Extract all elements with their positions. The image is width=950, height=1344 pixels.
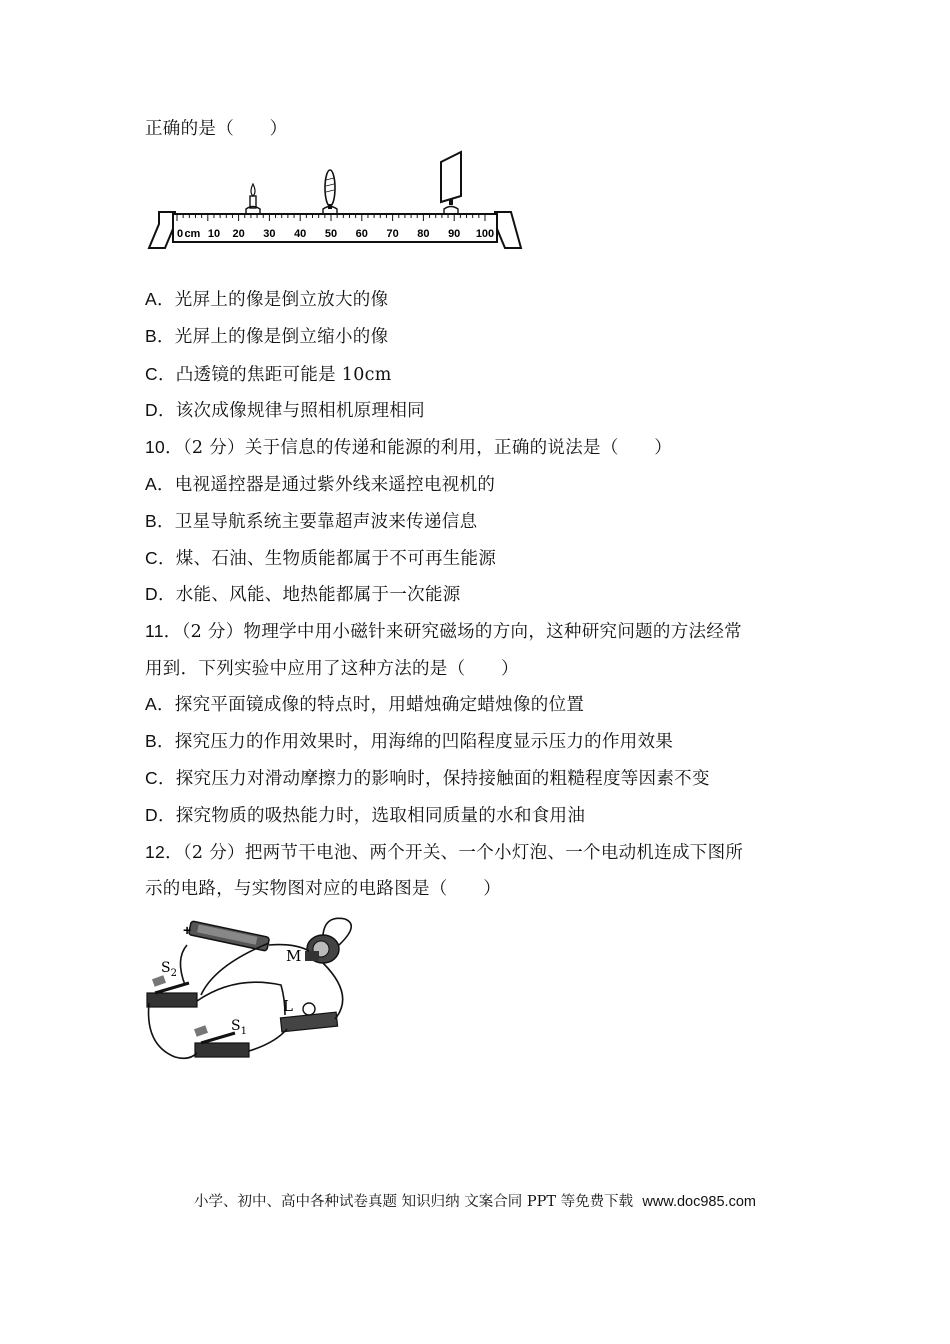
ruler-label: 90 [448, 228, 461, 240]
ruler-label: 40 [294, 228, 307, 240]
ruler-label: 0 [177, 228, 184, 240]
footer-url[interactable]: www.doc985.com [642, 1194, 756, 1210]
ruler-label: 20 [232, 228, 245, 240]
battery-holder [188, 921, 269, 951]
q11-option-a: A．探究平面镜成像的特点时，用蜡烛确定蜡烛像的位置 [145, 694, 585, 715]
q11-option-d: D．探究物质的吸热能力时，选取相同质量的水和食用油 [145, 805, 586, 826]
q9-option-d: D．该次成像规律与照相机原理相同 [145, 400, 425, 421]
page-footer: 小学、初中、高中各种试卷真题 知识归纳 文案合同 PPT 等免费下载 www.doc985.com [194, 1194, 756, 1210]
convex-lens-icon [323, 170, 337, 214]
q11-stem-line1: 11．（2 分）物理学中用小磁针来研究磁场的方向，这种研究问题的方法经常 [145, 621, 742, 642]
left-stand [149, 212, 175, 248]
q9-option-c: C．凸透镜的焦距可能是 10cm [145, 364, 392, 385]
right-stand [495, 212, 521, 248]
q11-option-b: B．探究压力的作用效果时，用海绵的凹陷程度显示压力的作用效果 [145, 731, 674, 752]
q11-option-c: C．探究压力对滑动摩擦力的影响时，保持接触面的粗糙程度等因素不变 [145, 768, 710, 789]
ruler-label: 60 [355, 228, 368, 240]
q10-option-a: A．电视遥控器是通过紫外线来遥控电视机的 [145, 474, 496, 495]
lamp-label: L [283, 997, 293, 1015]
q10-stem: 10．（2 分）关于信息的传递和能源的利用，正确的说法是（ ） [145, 437, 673, 458]
switch-s2-label: $S_2$ [161, 960, 177, 979]
circuit-photo-figure [145, 915, 360, 1070]
motor-icon [305, 935, 339, 963]
ruler-label: 80 [417, 228, 430, 240]
optical-bench-figure [145, 148, 525, 253]
q12-stem-line2: 示的电路，与实物图对应的电路图是（ ） [145, 879, 501, 899]
ruler-label: 50 [324, 228, 338, 240]
q10-option-b: B．卫星导航系统主要靠超声波来传递信息 [145, 511, 478, 532]
ruler-label: 70 [386, 228, 399, 240]
q9-option-a: A．光屏上的像是倒立放大的像 [145, 289, 389, 310]
q12-stem-line1: 12．（2 分）把两节干电池、两个开关、一个小灯泡、一个电动机连成下图所 [145, 842, 744, 863]
light-screen-icon [441, 152, 461, 214]
switch-s2-icon [147, 975, 197, 1007]
motor-label: M [286, 947, 302, 965]
q10-option-d: D．水能、风能、地热能都属于一次能源 [145, 584, 461, 605]
switch-s1-label: $S_1$ [231, 1018, 247, 1037]
ruler-label: 10 [207, 228, 221, 240]
ruler-label: 30 [263, 228, 276, 240]
ruler-label: cm [184, 228, 201, 240]
ruler-label: 100 [475, 228, 495, 240]
q9-option-b: B．光屏上的像是倒立缩小的像 [145, 326, 389, 347]
plus-label: + [183, 922, 192, 938]
q9-stem-tail: 正确的是（ ） [145, 119, 288, 139]
q11-stem-line2: 用到．下列实验中应用了这种方法的是（ ） [145, 659, 519, 679]
q10-option-c: C．煤、石油、生物质能都属于不可再生能源 [145, 548, 497, 569]
candle-icon [246, 184, 260, 214]
